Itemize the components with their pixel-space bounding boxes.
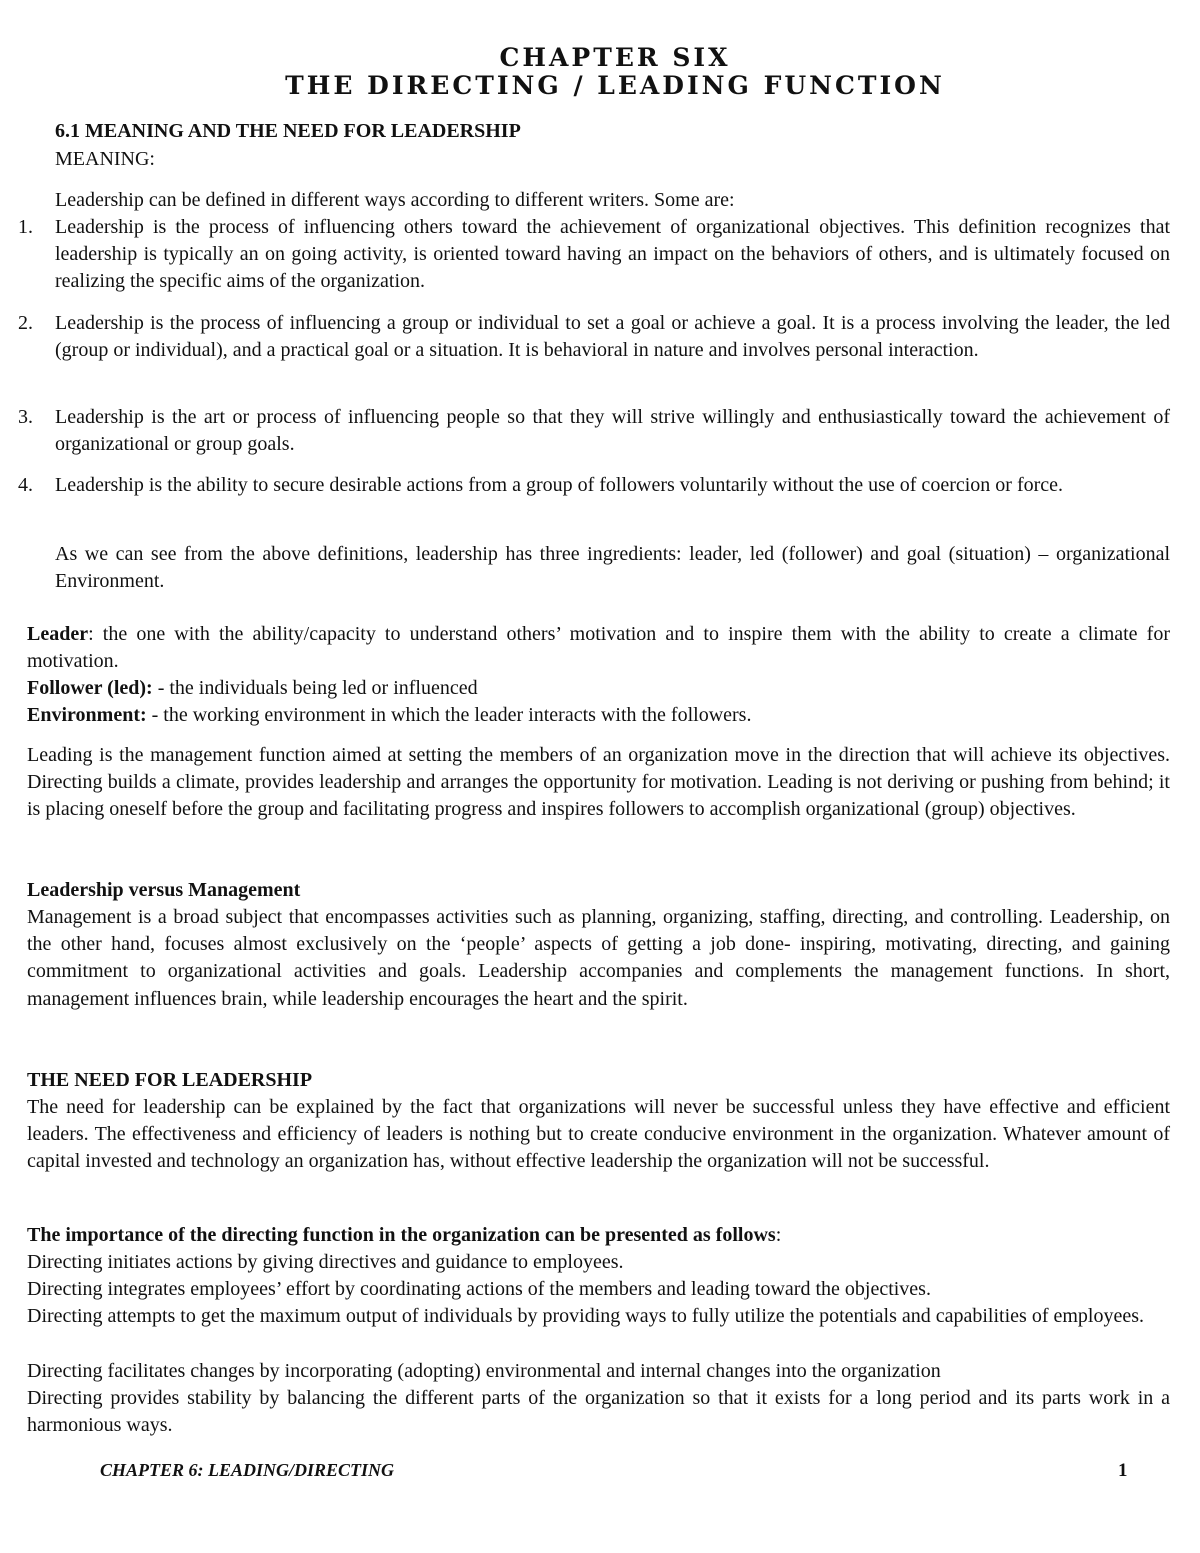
definition-item: Leadership is the process of influencing others toward the achievement of organizational objectives. This definition recognizes that leadership is typically an on going activity, is oriented toward having an impact on the behaviors of others, and is ultimately focused on realizing the specific aims of the organization. [55, 216, 1170, 293]
meaning-subheading: MEANING: [55, 148, 155, 170]
definition-item: Leadership is the process of influencing a group or individual to set a goal or achieve a goal. It is a process involving the leader, the led (group or individual), and a practical goal or a situation. It is behavioral in nature and involves personal interaction. [55, 312, 1170, 362]
footer-chapter: CHAPTER 6: LEADING/DIRECTING [100, 1460, 395, 1480]
importance-colon: : [775, 1224, 782, 1246]
leader-label: Leader [27, 623, 89, 645]
definition-number: 3. [18, 406, 33, 428]
need-heading: THE NEED FOR LEADERSHIP [27, 1069, 313, 1091]
lvm-heading: Leadership versus Management [27, 879, 301, 901]
chapter-subtitle: THE DIRECTING / LEADING FUNCTION [285, 71, 945, 100]
lvm-paragraph: Management is a broad subject that encompasses activities such as planning, organizing, staffing, directing, and controlling. Leadership, on the other hand, focuses almost exclusively on the ‘people’ aspects of getting a job done- inspiring, motivating, directing, and gaining commitment to organizational activities and goals. Leadership accompanies and complements the management functions. In short, management influences brain, while leadership encourages the heart and the spirit. [27, 906, 1170, 1010]
definition-item: Leadership is the art or process of influencing people so that they will strive willingly and enthusiastically toward the achievement of organizational or group goals. [55, 406, 1170, 456]
importance-item: Directing facilitates changes by incorporating (adopting) environmental and internal changes into the organization [27, 1360, 941, 1382]
definition-item: Leadership is the ability to secure desirable actions from a group of followers voluntarily without the use of coercion or force. [55, 474, 1064, 496]
importance-item: Directing attempts to get the maximum output of individuals by providing ways to fully utilize the potentials and capabilities of employees. [27, 1305, 1145, 1327]
follower-label: Follower (led): [27, 677, 153, 699]
leading-paragraph: Leading is the management function aimed at setting the members of an organization move in the direction that will achieve its objectives. Directing builds a climate, provides leadership and arranges the opportunity for motivation. Leading is not deriving or pushing from behind; it is placing oneself before the group and facilitating progress and inspires followers to accomplish organizational (group) objectives. [27, 744, 1170, 821]
environment-label: Environment: [27, 704, 147, 726]
environment-definition [27, 702, 1170, 729]
chapter-title: CHAPTER SIX [499, 43, 731, 72]
follower-definition [27, 675, 1170, 702]
definitions-intro: Leadership can be defined in different ways according to different writers. Some are: [55, 189, 735, 211]
definition-number: 2. [18, 312, 33, 334]
importance-item: Directing integrates employees’ effort by coordinating actions of the members and leading toward the objectives. [27, 1278, 931, 1300]
importance-item: Directing provides stability by balancing the different parts of the organization so that it exists for a long period and its parts work in a harmonious ways. [27, 1387, 1170, 1437]
definition-number: 1. [18, 216, 33, 238]
leader-definition [27, 621, 1170, 675]
section-heading: 6.1 MEANING AND THE NEED FOR LEADERSHIP [55, 120, 521, 142]
importance-item: Directing initiates actions by giving directives and guidance to employees. [27, 1251, 624, 1273]
leader-text: : the one with the ability/capacity to understand others’ motivation and to inspire them with the ability to create a climate for motivation. [27, 623, 1170, 673]
page-number: 1 [1118, 1460, 1128, 1481]
ingredients-paragraph: As we can see from the above definitions, leadership has three ingredients: leader, led (follower) and goal (situation) – organizational Environment. [55, 543, 1170, 593]
follower-text: - the individuals being led or influenced [152, 677, 478, 699]
environment-text: - the working environment in which the leader interacts with the followers. [146, 704, 752, 726]
need-paragraph: The need for leadership can be explained by the fact that organizations will never be successful unless they have effective and efficient leaders. The effectiveness and efficiency of leaders is nothing but to create conducive environment in the organization. Whatever amount of capital invested and technology an organization has, without effective leadership the organization will not be successful. [27, 1096, 1170, 1173]
importance-heading-line [27, 1222, 1170, 1249]
definition-number: 4. [18, 474, 33, 496]
importance-heading: The importance of the directing function in the organization can be presented as follows [27, 1224, 776, 1246]
